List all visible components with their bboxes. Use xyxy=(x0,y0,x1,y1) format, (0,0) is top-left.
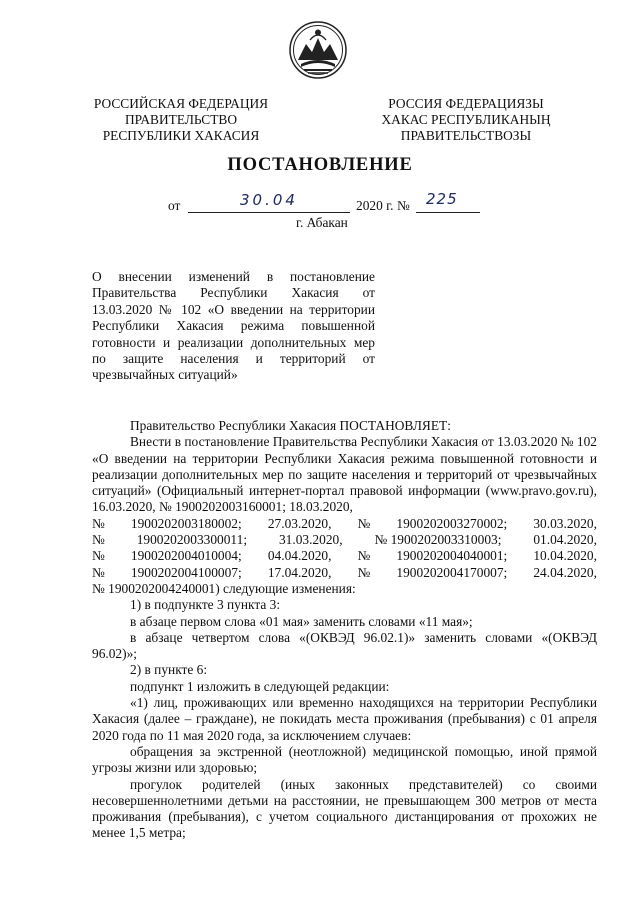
paragraph: 2) в пункте 6: xyxy=(130,662,208,678)
registry-cell: 30.03.2020, xyxy=(533,515,597,531)
registry-cell: 10.04.2020, xyxy=(533,548,597,564)
registry-cell: № xyxy=(92,515,105,531)
handwritten-number: 225 xyxy=(426,190,458,208)
registry-cell: 17.04.2020, xyxy=(267,564,332,580)
registry-cell: 01.04.2020, xyxy=(533,532,597,548)
registry-cell: 1900202003180002; xyxy=(130,515,242,531)
registry-row xyxy=(92,565,597,581)
header-right-line: РОССИЯ ФЕДЕРАЦИЯЗЫ xyxy=(388,96,544,111)
registry-row xyxy=(92,548,597,564)
date-prefix: от xyxy=(168,198,181,213)
registry-row xyxy=(92,516,597,532)
registry-cell: 1900202004170007; xyxy=(396,564,508,580)
paragraph: подпункт 1 изложить в следующей редакции: xyxy=(130,678,390,694)
paragraph: в абзаце четвертом слова «(ОКВЭД 96.02.1)» заменить словами «(ОКВЭД 96.02)»; xyxy=(92,629,597,662)
registry-cell: № xyxy=(92,532,105,548)
registry-cell: 31.03.2020, xyxy=(278,532,343,548)
handwritten-date: 30.04 xyxy=(240,191,298,209)
registry-cell: № xyxy=(357,564,371,580)
subject-block: О внесении изменений в постановление Правительства Республики Хакасия от 13.03.2020 № 102 «О введении на территории Республики Хакасия режима повышенной готовности и реализации дополнительных мер по защите населения и территорий от чрезвычайных ситуаций» xyxy=(92,269,375,383)
registry-cell: № xyxy=(92,548,105,564)
paragraph: «1) лиц, проживающих или временно находящихся на территории Республики Хакасия (далее – граждане), не покидать места проживания (пребывания) с 01 апреля 2020 года по 11 мая 2020 года, за исключением случаев: xyxy=(92,695,597,743)
paragraph: Правительство Республики Хакасия ПОСТАНОВЛЯЕТ: xyxy=(130,418,451,433)
paragraph: 1) в подпункте 3 пункта 3: xyxy=(130,597,281,613)
registry-cell: 1900202004040001; xyxy=(396,548,508,564)
header-left-line: РОССИЙСКАЯ ФЕДЕРАЦИЯ xyxy=(93,96,269,111)
paragraph: Внести в постановление Правительства Республики Хакасия от 13.03.2020 № 102 «О введении на территории Республики Хакасия режима повышенной готовности и реализации дополнительных мер по защите населения и территорий от чрезвычайных ситуаций» (Официальный интернет-портал правовой информации (www.pravo.gov.ru), 16.03.2020, № 1900202003160001; 18.03.2020, xyxy=(92,434,597,515)
date-year: 2020 г. xyxy=(356,198,394,213)
registry-cell: 1900202004100007; xyxy=(130,564,242,580)
header-right-line: ХАКАС РЕСПУБЛИКАНЫҢ xyxy=(381,112,551,127)
registry-cell: 1900202003300011; xyxy=(136,532,248,548)
registry-cell: 1900202003270002; xyxy=(396,515,508,531)
city: г. Абакан xyxy=(296,215,348,230)
date-underline xyxy=(188,212,350,213)
registry-cell: № xyxy=(357,515,371,531)
number-underline xyxy=(416,212,480,213)
number-sign: № xyxy=(397,198,410,213)
header-right-line: ПРАВИТЕЛЬСТВОЗЫ xyxy=(400,128,532,143)
paragraph: № 1900202004240001) следующие изменения: xyxy=(92,580,356,596)
emblem-icon xyxy=(288,20,348,80)
registry-cell: № xyxy=(92,564,105,580)
paragraph: в абзаце первом слова «01 мая» заменить словами «11 мая»; xyxy=(130,613,473,629)
registry-cell: № xyxy=(357,548,371,564)
registry-cell: 27.03.2020, xyxy=(267,515,332,531)
header-left xyxy=(86,96,276,144)
header-left-line: ПРАВИТЕЛЬСТВО xyxy=(124,112,237,127)
registry-cell: 24.04.2020, xyxy=(533,564,597,580)
document-title: ПОСТАНОВЛЕНИЕ xyxy=(227,155,413,175)
paragraph: обращения за экстренной (неотложной) медицинской помощью, иной прямой угрозы жизни или здоровью; xyxy=(92,743,597,776)
registry-cell: 1900202004010004; xyxy=(130,548,242,564)
registry-cell: № 1900202003310003; xyxy=(374,532,502,548)
registry-row xyxy=(92,532,597,548)
paragraph: прогулок родителей (иных законных представителей) со своими несовершеннолетними детьми на расстоянии, не превышающем 300 метров от места проживания (пребывания), с учетом социального дистанцирования от прохожих не менее 1,5 метра; xyxy=(92,776,597,841)
document-body xyxy=(92,418,597,842)
header-left-line: РЕСПУБЛИКИ ХАКАСИЯ xyxy=(102,128,260,143)
registry-cell: 04.04.2020, xyxy=(267,548,332,564)
header-right xyxy=(366,96,566,144)
